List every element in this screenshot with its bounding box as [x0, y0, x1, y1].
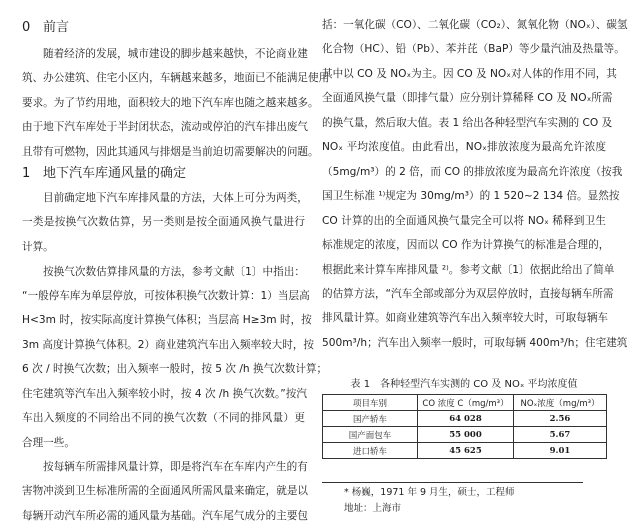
text-line: 化合物（HC）、铅（Pb）、苯并芘（BaP）等少量汽油及热量等。	[322, 43, 625, 56]
text-line: 根据此来计算车库排风量 ²⁾。参考文献〔1〕依据此给出了简单	[322, 263, 615, 276]
section-number: 0	[22, 20, 31, 35]
text-line: 随着经济的发展，城市建设的脚步越来越快，不论商业建	[43, 48, 308, 60]
table-header-cell: NOₓ浓度（mg/m³）	[514, 395, 607, 411]
text-line: NOₓ 平均浓度值。由此看出，NOₓ排放浓度为最高允许浓度	[322, 141, 606, 154]
table-cell: 64 028	[418, 411, 514, 427]
table-cell: 45 625	[418, 443, 514, 459]
text-line: 按换气次数估算排风量的方法，参考文献〔1〕中指出：	[43, 265, 305, 278]
section-title: 前言	[43, 20, 70, 35]
text-line: 标准规定的浓度，因而以 CO 作为计算换气的标准是合理的，	[322, 239, 610, 252]
section-heading-1	[22, 165, 186, 183]
section-number: 1	[22, 166, 31, 181]
text-line: 6 次 / 时换气次数；出入频率一般时，按 5 次 /h 换气次数计算；	[22, 363, 328, 376]
table-title: 表 1 各种轻型汽车实测的 CO 及 NOₓ 平均浓度值	[350, 379, 578, 390]
text-line: 全面通风换气量（即排气量）应分别计算稀释 CO 及 NOₓ所需	[322, 92, 613, 105]
text-line: 的估算方法，“汽车全部或部分为双层停放时，直接每辆车所需	[322, 287, 614, 300]
text-line: 由于地下汽车库处于半封闭状态，流动或停泊的汽车排出废气	[22, 121, 309, 134]
text-line: 排风量计算。如商业建筑等汽车出入频率较大时，可取每辆车	[322, 312, 609, 325]
text-line: 国卫生标准 ¹⁾规定为 30mg/m³）的 1 520~2 134 倍。显然按	[322, 190, 620, 203]
text-line: 车出入频度的不同给出不同的换气次数（不同的排风量）更	[22, 412, 305, 425]
text-line: 每辆开动汽车所必需的通风量为基础。汽车尾气成分的主要包	[22, 509, 309, 522]
table-row	[323, 427, 607, 443]
text-line: 其中以 CO 及 NOₓ为主。因 CO 及 NOₓ对人体的作用不同，其	[322, 67, 617, 80]
text-line: 计算。	[22, 240, 54, 253]
table-row	[323, 443, 607, 459]
section-title: 地下汽车库通风量的确定	[43, 166, 187, 181]
table-cell: 55 000	[418, 427, 514, 443]
section-heading-0	[22, 19, 69, 37]
text-line: 筑、办公建筑、住宅小区内，车辆越来越多，地面已不能满足使用	[22, 72, 330, 85]
table-cell: 5.67	[514, 427, 607, 443]
text-line: 括：一氧化碳（CO）、二氧化碳（CO₂）、氮氧化物（NOₓ）、碳氢	[322, 19, 628, 31]
text-line: 按每辆车所需排风量计算，即是将汽车在车库内产生的有	[43, 461, 308, 473]
text-line: H<3m 时，按实际高度计算换气体积；当层高 H≥3m 时，按	[22, 314, 312, 327]
text-line: 合理一些。	[22, 436, 75, 449]
text-line: 一类是按换气次数估算，另一类则是按全面通风换气量进行	[22, 216, 305, 229]
table-cell: 2.56	[514, 411, 607, 427]
text-line: 且带有可燃物，因此其通风与排烟是当前迫切需要解决的问题。	[22, 145, 319, 158]
table-cell: 国产轿车	[323, 411, 418, 427]
text-line: CO 计算的出的全面通风换气量完全可以将 NOₓ 稀释到卫生	[322, 214, 606, 227]
text-line: 害物冲淡到卫生标准所需的全面通风所需风量来确定，就是以	[22, 485, 309, 498]
text-line: 500m³/h；汽车出入频率一般时，可取每辆 400m³/h；住宅建筑	[322, 336, 628, 349]
text-line: 住宅建筑等汽车出入频率较小时，按 4 次 /h 换气次数。”按汽	[22, 387, 307, 400]
table-header-cell: CO 浓度 C（mg/m³）	[418, 395, 514, 411]
table-cell: 9.01	[514, 443, 607, 459]
concentration-table	[322, 394, 607, 459]
table-header-row	[323, 395, 607, 411]
text-line: （5mg/m³）的 2 倍，而 CO 的排放浓度为最高允许浓度（按我	[322, 165, 623, 178]
text-line: 要求。为了节约用地，面积较大的地下汽车库也随之越来越多。	[22, 96, 319, 109]
footnote-address: 地址：上海市	[344, 503, 402, 514]
table-header-cell: 项目车别	[323, 395, 418, 411]
text-line: 的换气量，然后取大值。表 1 给出各种轻型汽车实测的 CO 及	[322, 116, 613, 129]
text-line: 目前确定地下汽车库排风量的方法，大体上可分为两类，	[43, 192, 308, 204]
table-cell: 国产面包车	[323, 427, 418, 443]
footnote-author: * 杨巍，1971 年 9 月生，硕士，工程师	[344, 487, 515, 498]
text-line: “一般停车库为单层停放，可按体积换气次数计算：1）当层高	[22, 289, 310, 302]
text-line: 3m 高度计算换气体积。2）商业建筑汽车出入频率较大时，按	[22, 338, 315, 351]
table-row	[323, 411, 607, 427]
table-cell: 进口轿车	[323, 443, 418, 459]
footnote-divider	[322, 482, 583, 483]
